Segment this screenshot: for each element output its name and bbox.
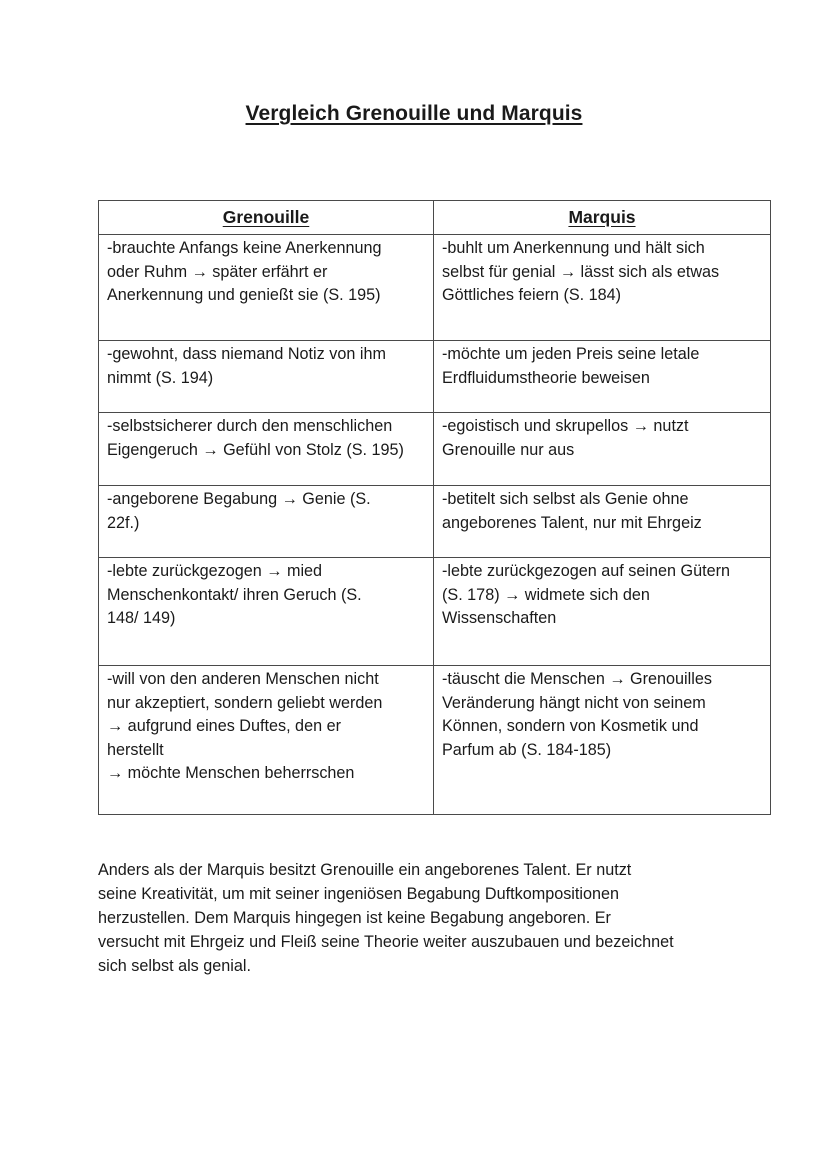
cell-text: -täuscht die Menschen → Grenouilles Veränderung hängt nicht von seinem Können, sondern von Kosmetik und Parfum ab (S. 184-185) [442, 670, 712, 759]
cell-text: -lebte zurückgezogen → mied Menschenkontakt/ ihren Geruch (S. 148/ 149) [107, 562, 362, 627]
cell-text: -will von den anderen Menschen nicht nur akzeptiert, sondern geliebt werden → aufgrund eines Duftes, den er herstellt → möchte Menschen beherrschen [107, 670, 383, 782]
conclusion-paragraph: Anders als der Marquis besitzt Grenouille ein angeborenes Talent. Er nutzt seine Kreativität, um mit seiner ingeniösen Begabung Duftkompositionen herzustellen. Dem Marquis hingegen ist keine Begabung angeboren. Er versucht mit Ehrgeiz und Fleiß seine Theorie weiter auszubauen und bezeichnet sich selbst als genial. [98, 861, 674, 975]
marquis-cell [434, 413, 771, 486]
cell-text: -angeborene Begabung → Genie (S. 22f.) [107, 490, 371, 532]
column-header-marquis: Marquis [434, 201, 771, 235]
table-row [99, 666, 771, 815]
cell-text: -brauchte Anfangs keine Anerkennung oder Ruhm → später erfährt er Anerkennung und genießt sie (S. 195) [107, 239, 382, 304]
grenouille-cell [99, 235, 434, 341]
cell-text: -egoistisch und skrupellos → nutzt Grenouille nur aus [442, 417, 689, 459]
grenouille-cell [99, 413, 434, 486]
grenouille-cell [99, 341, 434, 413]
marquis-cell [434, 486, 771, 558]
page-title: Vergleich Grenouille und Marquis [245, 102, 583, 125]
table-row [99, 558, 771, 666]
grenouille-cell [99, 486, 434, 558]
table-header-row [99, 201, 771, 235]
table-row [99, 341, 771, 413]
cell-text: -möchte um jeden Preis seine letale Erdfluidumstheorie beweisen [442, 345, 700, 387]
marquis-cell [434, 341, 771, 413]
cell-text: -selbstsicherer durch den menschlichen Eigengeruch → Gefühl von Stolz (S. 195) [107, 417, 404, 459]
table-row [99, 486, 771, 558]
marquis-cell [434, 666, 771, 815]
grenouille-cell [99, 666, 434, 815]
cell-text: -buhlt um Anerkennung und hält sich selbst für genial → lässt sich als etwas Göttliches feiern (S. 184) [442, 239, 720, 304]
table-row [99, 235, 771, 341]
table-row [99, 413, 771, 486]
marquis-cell [434, 558, 771, 666]
cell-text: -betitelt sich selbst als Genie ohne angeborenes Talent, nur mit Ehrgeiz [442, 490, 702, 532]
cell-text: -gewohnt, dass niemand Notiz von ihm nimmt (S. 194) [107, 345, 386, 387]
comparison-table [98, 200, 771, 815]
column-header-grenouille: Grenouille [99, 201, 434, 235]
marquis-cell [434, 235, 771, 341]
cell-text: -lebte zurückgezogen auf seinen Gütern (S. 178) → widmete sich den Wissenschaften [442, 562, 730, 627]
grenouille-cell [99, 558, 434, 666]
